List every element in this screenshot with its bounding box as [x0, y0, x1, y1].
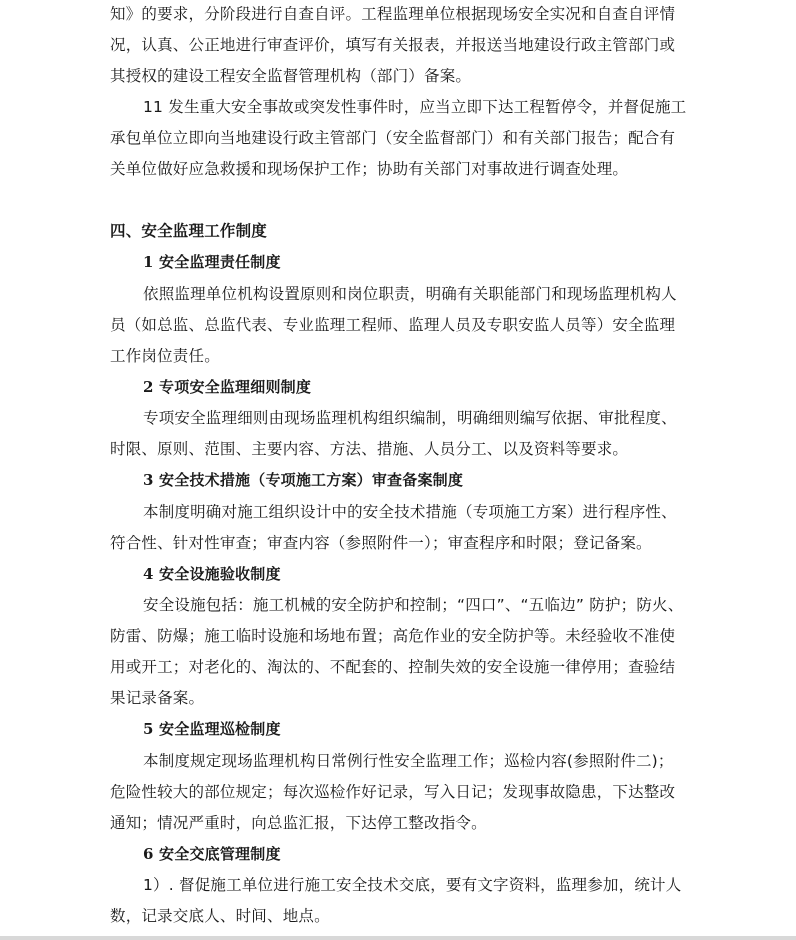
subsection-heading: 6 安全交底管理制度	[143, 845, 281, 863]
subsection-heading: 4 安全设施验收制度	[143, 565, 281, 583]
body-text-line: 数，记录交底人、时间、地点。	[110, 907, 330, 925]
section-heading: 四、安全监理工作制度	[110, 221, 268, 240]
body-text-line: 危险性较大的部位规定；每次巡检作好记录，写入日记；发现事故隐患，下达整改	[110, 783, 676, 801]
subsection-heading: 3 安全技术措施（专项施工方案）审查备案制度	[143, 471, 464, 489]
body-text-line: 知》的要求，分阶段进行自查自评。工程监理单位根据现场安全实况和自查自评情	[110, 5, 676, 23]
page-bottom-edge	[0, 936, 796, 940]
body-text-line: 本制度规定现场监理机构日常例行性安全监理工作；巡检内容(参照附件二)；	[143, 752, 674, 770]
subsection-heading: 5 安全监理巡检制度	[143, 720, 281, 738]
subsection-heading: 1 安全监理责任制度	[143, 253, 281, 271]
body-text-line: 安全设施包括：施工机械的安全防护和控制；“四口”、“五临边” 防护；防火、	[143, 596, 684, 614]
body-text-line: 用或开工；对老化的、淘汰的、不配套的、控制失效的安全设施一律停用；查验结	[110, 658, 676, 676]
body-text-line: 其授权的建设工程安全监督管理机构（部门）备案。	[110, 67, 472, 85]
body-text-line: 员（如总监、总监代表、专业监理工程师、监理人员及专职安监人员等）安全监理	[110, 316, 676, 334]
body-text-line: 本制度明确对施工组织设计中的安全技术措施（专项施工方案）进行程序性、	[143, 503, 677, 521]
body-text-line: 工作岗位责任。	[110, 347, 220, 365]
body-text-line: 依照监理单位机构设置原则和岗位职责，明确有关职能部门和现场监理机构人	[143, 285, 677, 303]
body-text-line: 1）. 督促施工单位进行施工安全技术交底，要有文字资料，监理参加，统计人	[143, 876, 682, 894]
body-text-line: 防雷、防爆；施工临时设施和场地布置；高危作业的安全防护等。未经验收不准使	[110, 627, 676, 645]
subsection-heading: 2 专项安全监理细则制度	[143, 378, 312, 396]
body-text-line: 关单位做好应急救援和现场保护工作；协助有关部门对事故进行调查处理。	[110, 160, 629, 178]
body-text-line: 果记录备案。	[110, 689, 205, 707]
body-text-line: 通知；情况严重时，向总监汇报，下达停工整改指令。	[110, 814, 487, 832]
body-text-line: 时限、原则、范围、主要内容、方法、措施、人员分工、以及资料等要求。	[110, 440, 629, 458]
body-text-line: 况，认真、公正地进行审查评价，填写有关报表，并报送当地建设行政主管部门或	[110, 36, 676, 54]
body-text-line: 专项安全监理细则由现场监理机构组织编制，明确细则编写依据、审批程度、	[143, 409, 677, 427]
body-text-line: 承包单位立即向当地建设行政主管部门（安全监督部门）和有关部门报告；配合有	[110, 129, 676, 147]
body-text-line: 符合性、针对性审查；审查内容（参照附件一）；审查程序和时限；登记备案。	[110, 534, 652, 552]
body-text-line: 11 发生重大安全事故或突发性事件时，应当立即下达工程暂停令，并督促施工	[143, 98, 687, 116]
